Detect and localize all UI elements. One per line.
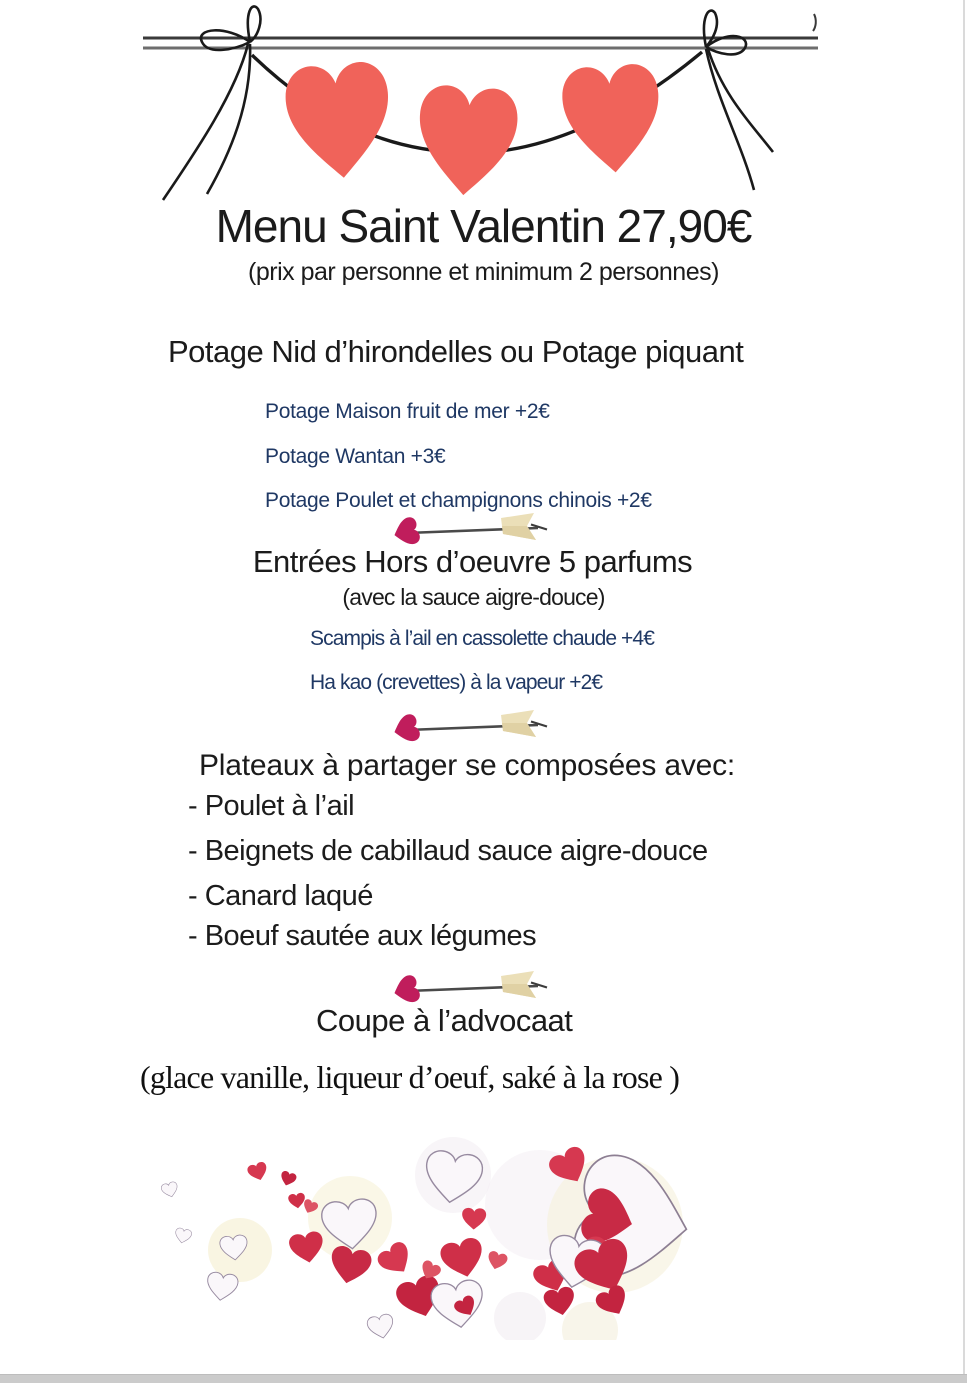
hearts-cluster-decoration [0, 1122, 967, 1340]
plateaux-item: - Beignets de cabillaud sauce aigre-douce [188, 835, 708, 867]
entrees-heading: Entrées Hors d’oeuvre 5 parfums [252, 544, 693, 579]
page-right-border [963, 0, 965, 1383]
plateaux-item: - Poulet à l’ail [188, 790, 355, 822]
plateaux-item: - Boeuf sautée aux légumes [188, 920, 537, 952]
horizontal-scrollbar[interactable] [0, 1374, 967, 1383]
potage-option: Potage Poulet et champignons chinois +2€ [265, 489, 652, 512]
plateaux-item: - Canard laqué [188, 880, 373, 912]
hearts-banner-decoration [0, 0, 967, 210]
dessert-note: (glace vanille, liqueur d’oeuf, saké à la rose ) [140, 1059, 680, 1095]
potages-heading: Potage Nid d’hirondelles ou Potage piquant [168, 334, 744, 369]
potage-option: Potage Maison fruit de mer +2€ [265, 400, 550, 423]
dessert-heading: Coupe à l’advocaat [316, 1003, 573, 1038]
entree-option: Ha kao (crevettes) à la vapeur +2€ [310, 671, 603, 694]
menu-title: Menu Saint Valentin 27,90€ [215, 200, 752, 252]
entree-option: Scampis à l’ail en cassolette chaude +4€ [310, 627, 654, 650]
potage-option: Potage Wantan +3€ [265, 445, 446, 468]
cupid-arrow-divider [389, 710, 561, 746]
entrees-note: (avec la sauce aigre-douce) [342, 584, 605, 610]
menu-subtitle: (prix par personne et minimum 2 personnes) [248, 258, 719, 286]
plateaux-heading: Plateaux à partager se composées avec: [199, 749, 736, 782]
